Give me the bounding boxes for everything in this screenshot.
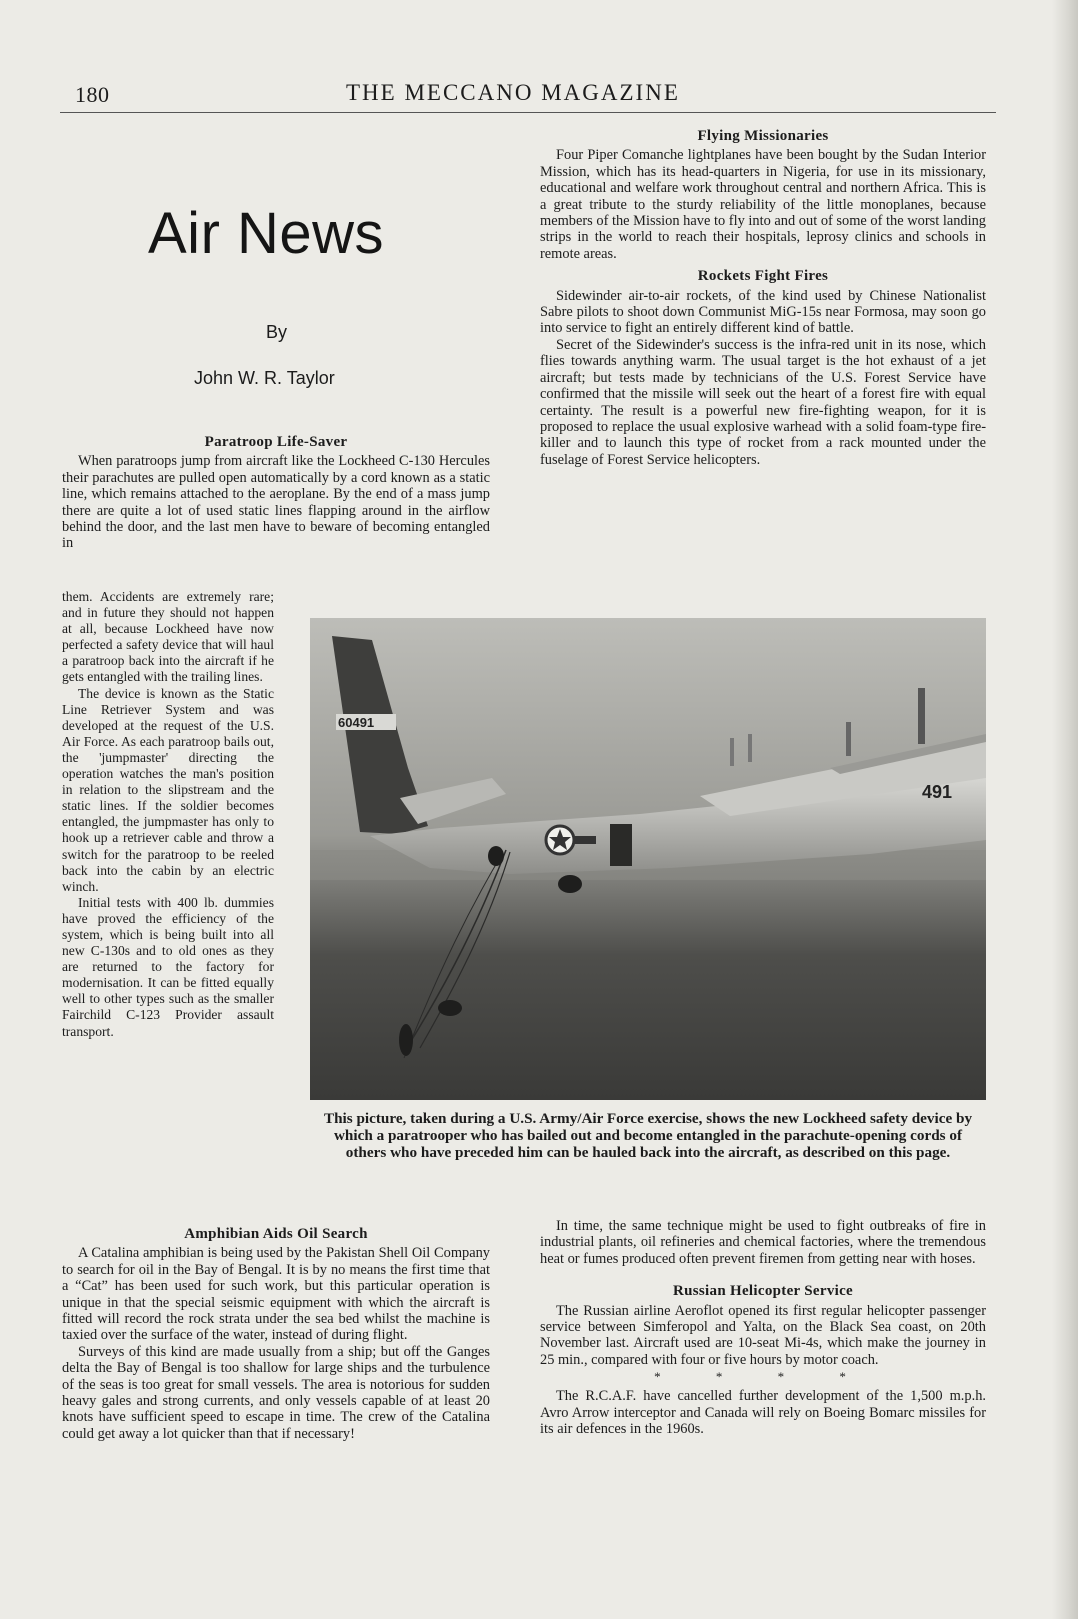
section-heading-helicopter: Russian Helicopter Service [673,1283,853,1300]
photo-caption: This picture, taken during a U.S. Army/Air Force exercise, shows the new Lockheed safety device by which a paratrooper who has bailed out and become entangled in the parachute-opening cords of others who have preceded him can be hauled back into the aircraft, as described on this page. [323,1110,973,1161]
page-number: 180 [75,82,110,107]
left-column-top [62,434,490,552]
paragraph: When paratroops jump from aircraft like the Lockheed C-130 Hercules their parachutes are pulled open automatically by a cord known as a static line, which remains attached to the aeroplane. By the end of a mass jump there are quite a lot of used static lines flapping around in the airflow behind the door, and the last men have to beware of becoming entangled in [62,453,490,552]
paragraph: Surveys of this kind are made usually from a ship; but off the Ganges delta the Bay of Bengal is too shallow for large ships and the turbulence of the seas is too great for small vessels. The area is notorious for sudden heavy gales and strong currents, and only vessels capable of at least 20 knots have sufficient speed to escape in time. The crew of the Catalina could get away a lot quicker than that if necessary! [62,1343,490,1442]
left-column-bottom [62,1226,490,1442]
paragraph: Sidewinder air-to-air rockets, of the kind used by Chinese Nationalist Sabre pilots to shoot down Communist MiG-15s near Formosa, may soon go into service to fight an entirely different kind of battle. [540,287,986,337]
right-column-top [540,128,986,468]
paragraph: In time, the same technique might be used to fight outbreaks of fire in industrial plants, oil refineries and chemical factories, where the tremendous heat or fumes produced often prevent firemen from getting near with hoses. [540,1218,986,1267]
paragraph: Initial tests with 400 lb. dummies have proved the efficiency of the system, which is being built into all new C-130s and to old ones as they are returned to the factory for modernisation. It can be fitted equally well to other types such as the smaller Fairchild C-123 Provider assault transport. [62,894,274,1039]
byline-by: By [266,322,288,342]
aircraft-photo [310,618,986,1100]
section-heading-missionaries: Flying Missionaries [697,128,829,144]
paragraph: Secret of the Sidewinder's success is the infra-red unit in its nose, which flies towards anything warm. The usual target is the hot exhaust of a jet aircraft; but tests made by technicians of the U.S. Forest Service have confirmed that the missile will seek out the heart of a forest fire with equal certainty. The result is a powerful new fire-fighting weapon, for it is proposed to replace the usual explosive warhead with a solid foam-type fire-killer and to launch this type of rocket from a rack mounted under the fuselage of Forest Service helicopters. [540,336,986,468]
paragraph: them. Accidents are extremely rare; and in future they should not happen at all, because Lockheed have now perfected a safety device that will haul a paratroop back into the aircraft if he gets entangled with the trailing lines. [62,589,274,685]
byline-author: John W. R. Taylor [194,368,335,388]
c130-paratroop-image [310,618,986,1100]
running-title: THE MECCANO MAGAZINE [346,80,680,105]
paragraph: A Catalina amphibian is being used by the Pakistan Shell Oil Company to search for oil in the Bay of Bengal. It is by no means the first time that a “Cat” has been used for such work, but this particular operation is unique in that the special seismic equipment with which the aircraft is fitted will record the rock strata under the sea bed whilst the machine is taxied over the surface of the water, instead of during flight. [62,1245,490,1344]
paragraph: The device is known as the Static Line Retriever System and was developed at the request of the U.S. Air Force. As each paratroop bails out, the 'jumpmaster' directing the operation watches the man's position in relation to the slipstream and the static lines. If the soldier becomes entangled, the jumpmaster has only to hook up a retriever cable and throw a switch for the paratroop to be reeled back into the cabin by an electric winch. [62,685,274,894]
right-column-bottom [540,1218,986,1437]
nose-number: 491 [922,782,953,802]
paragraph: The Russian airline Aeroflot opened its first regular helicopter passenger service between Simferopol and Yalta, on the Black Sea coast, on 20th November last. Aircraft used are 10-seat Mi-4s, which make the journey in 25 min., compared with four or five hours by motor coach. [540,1302,986,1368]
page-edge-shadow [1052,0,1078,1619]
article-title: Air News [148,201,385,266]
paragraph: The R.C.A.F. have cancelled further development of the 1,500 m.p.h. Avro Arrow interceptor and Canada will rely on Boeing Bomarc missiles for its air defences in the 1960s. [540,1388,986,1438]
left-column-narrow [62,589,274,1040]
section-heading-rockets: Rockets Fight Fires [697,268,829,285]
paragraph: Four Piper Comanche lightplanes have been bought by the Sudan Interior Mission, which has its head-quarters in Nigeria, for use in its missionary, educational and welfare work throughout central and northern Africa. This is a great tribute to the sturdy reliability of the little monoplanes, because members of the Mission have to fly into and out of some of the worst landing strips in the world to reach their hospitals, leprosy clinics and schools in remote areas. [540,147,986,262]
section-heading-paratroop: Paratroop Life-Saver [204,434,348,450]
tail-number: 60491 [338,715,375,730]
section-separator: * * * * [654,1369,872,1385]
header-rule [60,112,996,113]
section-heading-amphibian: Amphibian Aids Oil Search [184,1226,368,1242]
